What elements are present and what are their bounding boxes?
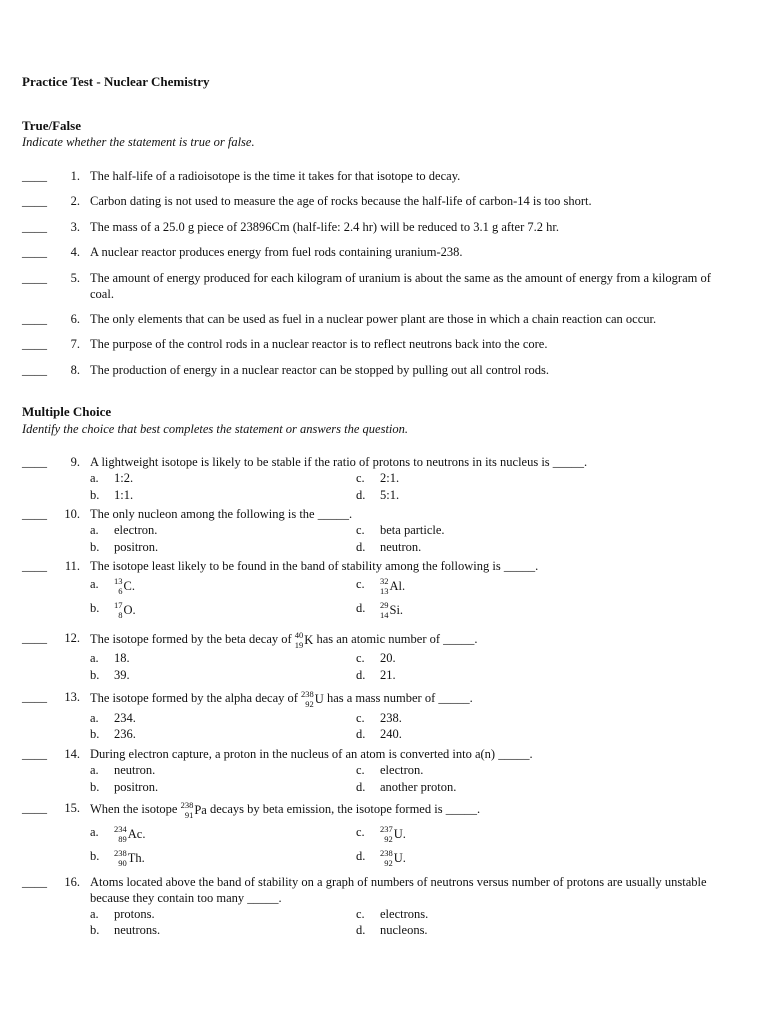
option-letter: c. [356,907,365,921]
question-text: Atoms located above the band of stability on a graph of numbers of neutrons versus number of protons are usually unstable because they contain too many _____. [90,875,707,905]
question-text: The amount of energy produced for each kilogram of uranium is about the same as the amount of energy from a kilogram of coal. [90,271,711,301]
question-text: The purpose of the control rods in a nuclear reactor is to reflect neutrons back into the core. [90,337,548,351]
answer-blank: ____ [22,220,47,234]
nuclide-notation [114,600,136,620]
option-letter: c. [356,825,365,839]
question-stem [90,558,730,574]
question-stem [90,800,730,820]
answer-blank: ____ [22,363,47,377]
question-number: 8. [70,363,80,377]
option-letter: d. [356,923,366,937]
option-text: neutron. [114,763,156,777]
option-letter: a. [90,471,99,485]
answer-blank: ____ [22,455,47,469]
question-text: The mass of a 25.0 g piece of 23896Cm (half-life: 2.4 hr) will be reduced to 3.1 g after 7.2 hr. [90,220,559,234]
mass-number: 238 [380,848,393,858]
question-text: The only nucleon among the following is the _____. [90,507,353,521]
nuclide-notation [380,848,406,868]
question-text: A nuclear reactor produces energy from fuel rods containing uranium-238. [90,245,463,259]
question-text: The half-life of a radioisotope is the time it takes for that isotope to decay. [90,169,461,183]
option-text: 2:1. [380,471,400,485]
nuclide-notation [380,600,403,620]
answer-blank: ____ [22,801,47,815]
page-title: Practice Test - Nuclear Chemistry [22,74,210,89]
true-false-heading: True/False [22,118,81,133]
atomic-number: 19 [294,640,304,650]
nuclide-notation [380,576,405,596]
question-text: During electron capture, a proton in the nucleus of an atom is converted into a(n) _____. [90,747,533,761]
element-symbol: K [304,633,314,647]
option-letter: c. [356,763,365,777]
question-stem [90,630,730,650]
atomic-number: 14 [380,610,389,620]
question-stem [90,874,730,906]
question-text-before: When the isotope [90,801,181,816]
option-letter: d. [356,540,366,554]
multiple-choice-heading: Multiple Choice [22,404,112,419]
answer-blank: ____ [22,194,47,208]
option-letter: a. [90,907,99,921]
option-text: 234. [114,711,136,725]
element-symbol: O. [123,603,136,617]
option-text: 20. [380,651,396,665]
question-stem [90,746,730,762]
option-text: another proton. [380,780,457,794]
answer-blank: ____ [22,559,47,573]
question-stem [90,689,730,709]
option-text: electron. [380,763,424,777]
question-number: 3. [70,220,80,234]
question-number: 11. [64,559,80,573]
element-symbol: Pa [194,803,207,817]
option-letter: b. [90,780,100,794]
mass-number: 238 [114,848,127,858]
option-letter: d. [356,668,366,682]
question-text: The production of energy in a nuclear reactor can be stopped by pulling out all control rods. [90,363,550,377]
answer-blank: ____ [22,690,47,704]
question-number: 1. [70,169,80,183]
option-letter: a. [90,651,99,665]
element-symbol: U. [393,827,406,841]
atomic-number: 6 [118,586,123,596]
atomic-number: 92 [384,858,393,868]
option-letter: d. [356,849,366,863]
option-text: 21. [380,668,396,682]
question-number: 9. [70,455,80,469]
answer-blank: ____ [22,271,47,285]
option-letter: c. [356,523,365,537]
answer-blank: ____ [22,507,47,521]
atomic-number: 92 [305,699,314,709]
answer-blank: ____ [22,875,47,889]
element-symbol: Si. [389,603,404,617]
mass-number: 17 [114,600,123,610]
option-letter: a. [90,577,99,591]
element-symbol: U. [393,851,406,865]
true-false-instructions: Indicate whether the statement is true or false. [22,135,255,149]
option-text: 39. [114,668,130,682]
option-letter: b. [90,849,100,863]
option-text: nucleons. [380,923,428,937]
option-text: beta particle. [380,523,445,537]
option-letter: b. [90,727,100,741]
option-text: electrons. [380,907,429,921]
option-text: electron. [114,523,158,537]
option-text: 238. [380,711,402,725]
element-symbol: U [314,692,324,706]
atomic-number: 13 [380,586,389,596]
option-text: 5:1. [380,488,400,502]
option-text: positron. [114,780,159,794]
element-symbol: Th. [127,851,145,865]
question-number: 7. [70,337,80,351]
question-text: A lightweight isotope is likely to be stable if the ratio of protons to neutrons in its nucleus is _____. [90,455,588,469]
mass-number: 238 [180,800,194,810]
option-text: 1:1. [114,488,134,502]
option-letter: a. [90,825,99,839]
option-text: 18. [114,651,130,665]
question-text-after: has a mass number of _____. [323,690,473,705]
option-letter: b. [90,923,100,937]
option-letter: a. [90,523,99,537]
multiple-choice-instructions: Identify the choice that best completes the statement or answers the question. [22,422,409,436]
question-number: 15. [64,801,80,815]
element-symbol: Ac. [127,827,146,841]
atomic-number: 92 [384,834,393,844]
mass-number: 237 [380,824,393,834]
answer-blank: ____ [22,169,47,183]
question-text: The only elements that can be used as fuel in a nuclear power plant are those in which a chain reaction can occur. [90,312,657,326]
option-text: neutron. [380,540,422,554]
nuclide-notation [295,630,314,650]
nuclide-notation [114,824,145,844]
option-letter: d. [356,601,366,615]
mass-number: 238 [301,689,314,699]
option-letter: a. [90,763,99,777]
mass-number: 32 [380,576,389,586]
question-number: 2. [70,194,80,208]
nuclide-notation [181,800,207,820]
option-letter: c. [356,651,365,665]
question-number: 14. [64,747,80,761]
nuclide-notation [380,824,406,844]
answer-blank: ____ [22,312,47,326]
option-letter: c. [356,471,365,485]
option-letter: a. [90,711,99,725]
option-text: 236. [114,727,136,741]
answer-blank: ____ [22,245,47,259]
option-letter: b. [90,668,100,682]
option-letter: c. [356,711,365,725]
question-text-after: decays by beta emission, the isotope formed is _____. [206,801,481,816]
question-text-after: has an atomic number of _____. [313,631,478,646]
question-text-before: The isotope formed by the beta decay of [90,631,295,646]
question-number: 16. [64,875,80,889]
atomic-number: 89 [118,834,127,844]
atomic-number: 90 [118,858,127,868]
answer-blank: ____ [22,747,47,761]
nuclide-notation [301,689,324,709]
question-text: Carbon dating is not used to measure the age of rocks because the half-life of carbon-14 is too short. [90,194,592,208]
question-number: 5. [70,271,80,285]
question-stem [90,454,730,470]
question-text-before: The isotope formed by the alpha decay of [90,690,302,705]
option-text: positron. [114,540,159,554]
option-text: 240. [380,727,402,741]
question-stem [90,506,730,522]
option-letter: b. [90,488,100,502]
option-text: 1:2. [114,471,134,485]
answer-blank: ____ [22,631,47,645]
mass-number: 13 [114,576,123,586]
atomic-number: 8 [118,610,123,620]
element-symbol: Al. [389,579,406,593]
option-text: protons. [114,907,155,921]
option-text: neutrons. [114,923,161,937]
question-number: 4. [70,245,80,259]
question-number: 13. [64,690,80,704]
option-letter: d. [356,727,366,741]
mass-number: 29 [380,600,389,610]
question-number: 12. [64,631,80,645]
nuclide-notation [114,576,135,596]
element-symbol: C. [123,579,135,593]
option-letter: b. [90,540,100,554]
atomic-number: 91 [184,810,194,820]
mass-number: 234 [114,824,127,834]
mass-number: 40 [294,630,304,640]
option-letter: b. [90,601,100,615]
option-letter: c. [356,577,365,591]
question-number: 6. [70,312,80,326]
question-number: 10. [64,507,80,521]
question-text: The isotope least likely to be found in the band of stability among the following is _____. [90,559,539,573]
nuclide-notation [114,848,145,868]
option-letter: d. [356,780,366,794]
option-letter: d. [356,488,366,502]
answer-blank: ____ [22,337,47,351]
